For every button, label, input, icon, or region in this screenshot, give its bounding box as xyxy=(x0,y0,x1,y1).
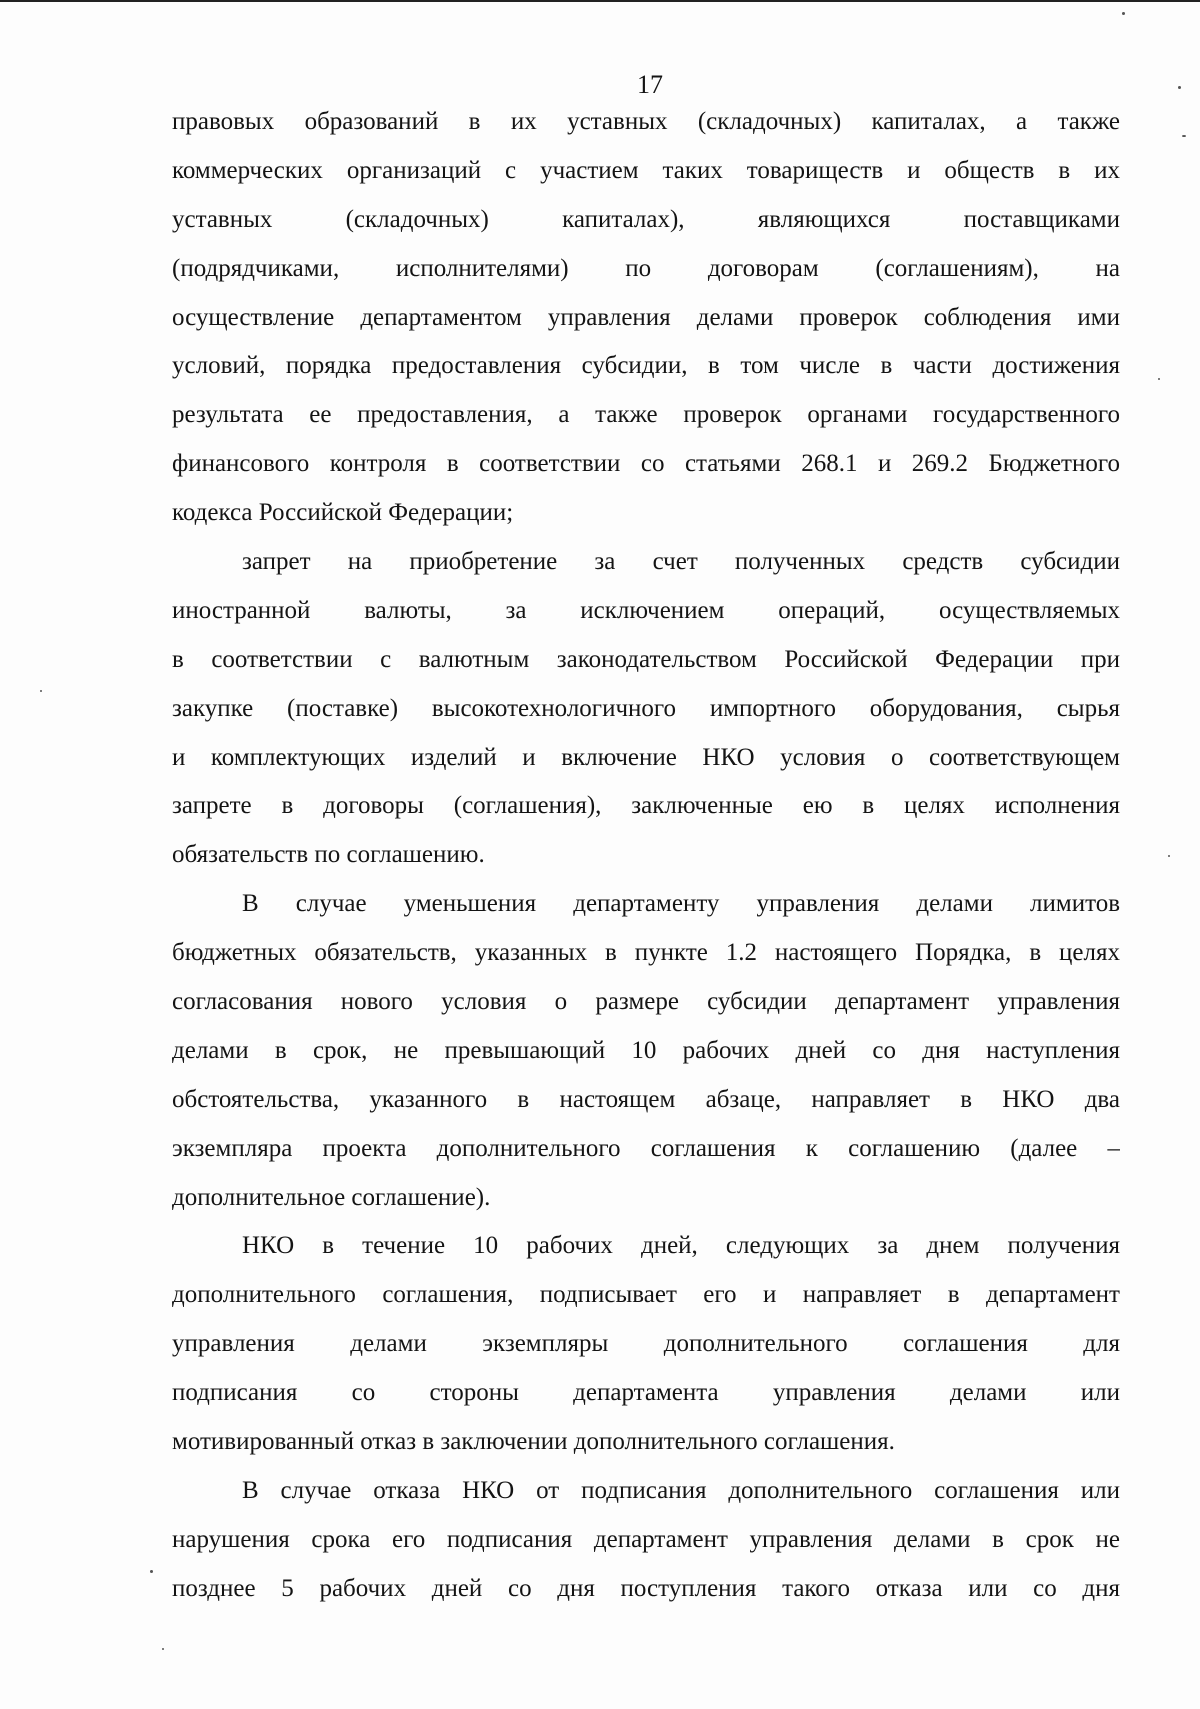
document-body xyxy=(172,98,1120,1614)
text-line: нарушения срока его подписания департамент управления делами в срок не xyxy=(172,1525,1120,1553)
text-line: осуществление департаментом управления делами проверок соблюдения ими xyxy=(172,303,1120,331)
text-line: кодекса Российской Федерации; xyxy=(172,499,514,527)
page-number: 17 xyxy=(637,70,663,99)
scan-speck xyxy=(150,1570,153,1573)
text-line: подписания со стороны департамента управления делами или xyxy=(172,1379,1120,1407)
scan-speck xyxy=(1178,86,1181,89)
text-line: уставных (складочных) капиталах), являющихся поставщиками xyxy=(172,205,1120,233)
text-line: делами в срок, не превышающий 10 рабочих дней со дня наступления xyxy=(172,1036,1120,1064)
text-line: коммерческих организаций с участием таких товариществ и обществ в их xyxy=(172,156,1120,184)
text-line: позднее 5 рабочих дней со дня поступления такого отказа или со дня xyxy=(172,1574,1120,1602)
text-line: дополнительное соглашение). xyxy=(172,1183,491,1211)
text-line: финансового контроля в соответствии со статьями 268.1 и 269.2 Бюджетного xyxy=(172,450,1120,478)
scan-top-border xyxy=(0,0,1200,2)
text-line: условий, порядка предоставления субсидии, в том числе в части достижения xyxy=(172,352,1120,380)
text-line: согласования нового условия о размере субсидии департамент управления xyxy=(172,988,1120,1016)
text-line: мотивированный отказ в заключении дополнительного соглашения. xyxy=(172,1428,895,1456)
scan-speck xyxy=(1168,855,1170,857)
scan-speck xyxy=(1182,135,1186,137)
text-line: закупке (поставке) высокотехнологичного импортного оборудования, сырья xyxy=(172,694,1120,722)
text-line: обстоятельства, указанного в настоящем абзаце, направляет в НКО два xyxy=(172,1085,1120,1113)
scan-speck xyxy=(162,1648,164,1650)
text-line: запрете в договоры (соглашения), заключенные ею в целях исполнения xyxy=(172,792,1120,820)
text-line: иностранной валюты, за исключением операций, осуществляемых xyxy=(172,596,1120,624)
text-line: бюджетных обязательств, указанных в пункте 1.2 настоящего Порядка, в целях xyxy=(172,939,1120,967)
text-line: В случае уменьшения департаменту управления делами лимитов xyxy=(242,890,1120,918)
text-line: НКО в течение 10 рабочих дней, следующих за днем получения xyxy=(242,1232,1120,1260)
text-line: правовых образований в их уставных (складочных) капиталах, а также xyxy=(172,108,1120,135)
text-line: управления делами экземпляры дополнительного соглашения для xyxy=(172,1330,1120,1358)
scan-speck xyxy=(1122,12,1125,15)
text-line: обязательств по соглашению. xyxy=(172,841,485,869)
text-line: (подрядчиками, исполнителями) по договорам (соглашениям), на xyxy=(172,254,1120,282)
scan-speck xyxy=(1158,378,1160,380)
text-line: и комплектующих изделий и включение НКО условия о соответствующем xyxy=(172,743,1120,771)
text-line: дополнительного соглашения, подписывает его и направляет в департамент xyxy=(172,1281,1120,1309)
text-line: запрет на приобретение за счет полученных средств субсидии xyxy=(242,548,1120,576)
text-line: в соответствии с валютным законодательством Российской Федерации при xyxy=(172,645,1120,673)
text-line: В случае отказа НКО от подписания дополнительного соглашения или xyxy=(242,1476,1120,1504)
scan-speck xyxy=(40,690,42,692)
text-line: экземпляра проекта дополнительного соглашения к соглашению (далее – xyxy=(172,1134,1120,1162)
text-line: результата ее предоставления, а также проверок органами государственного xyxy=(172,401,1120,429)
